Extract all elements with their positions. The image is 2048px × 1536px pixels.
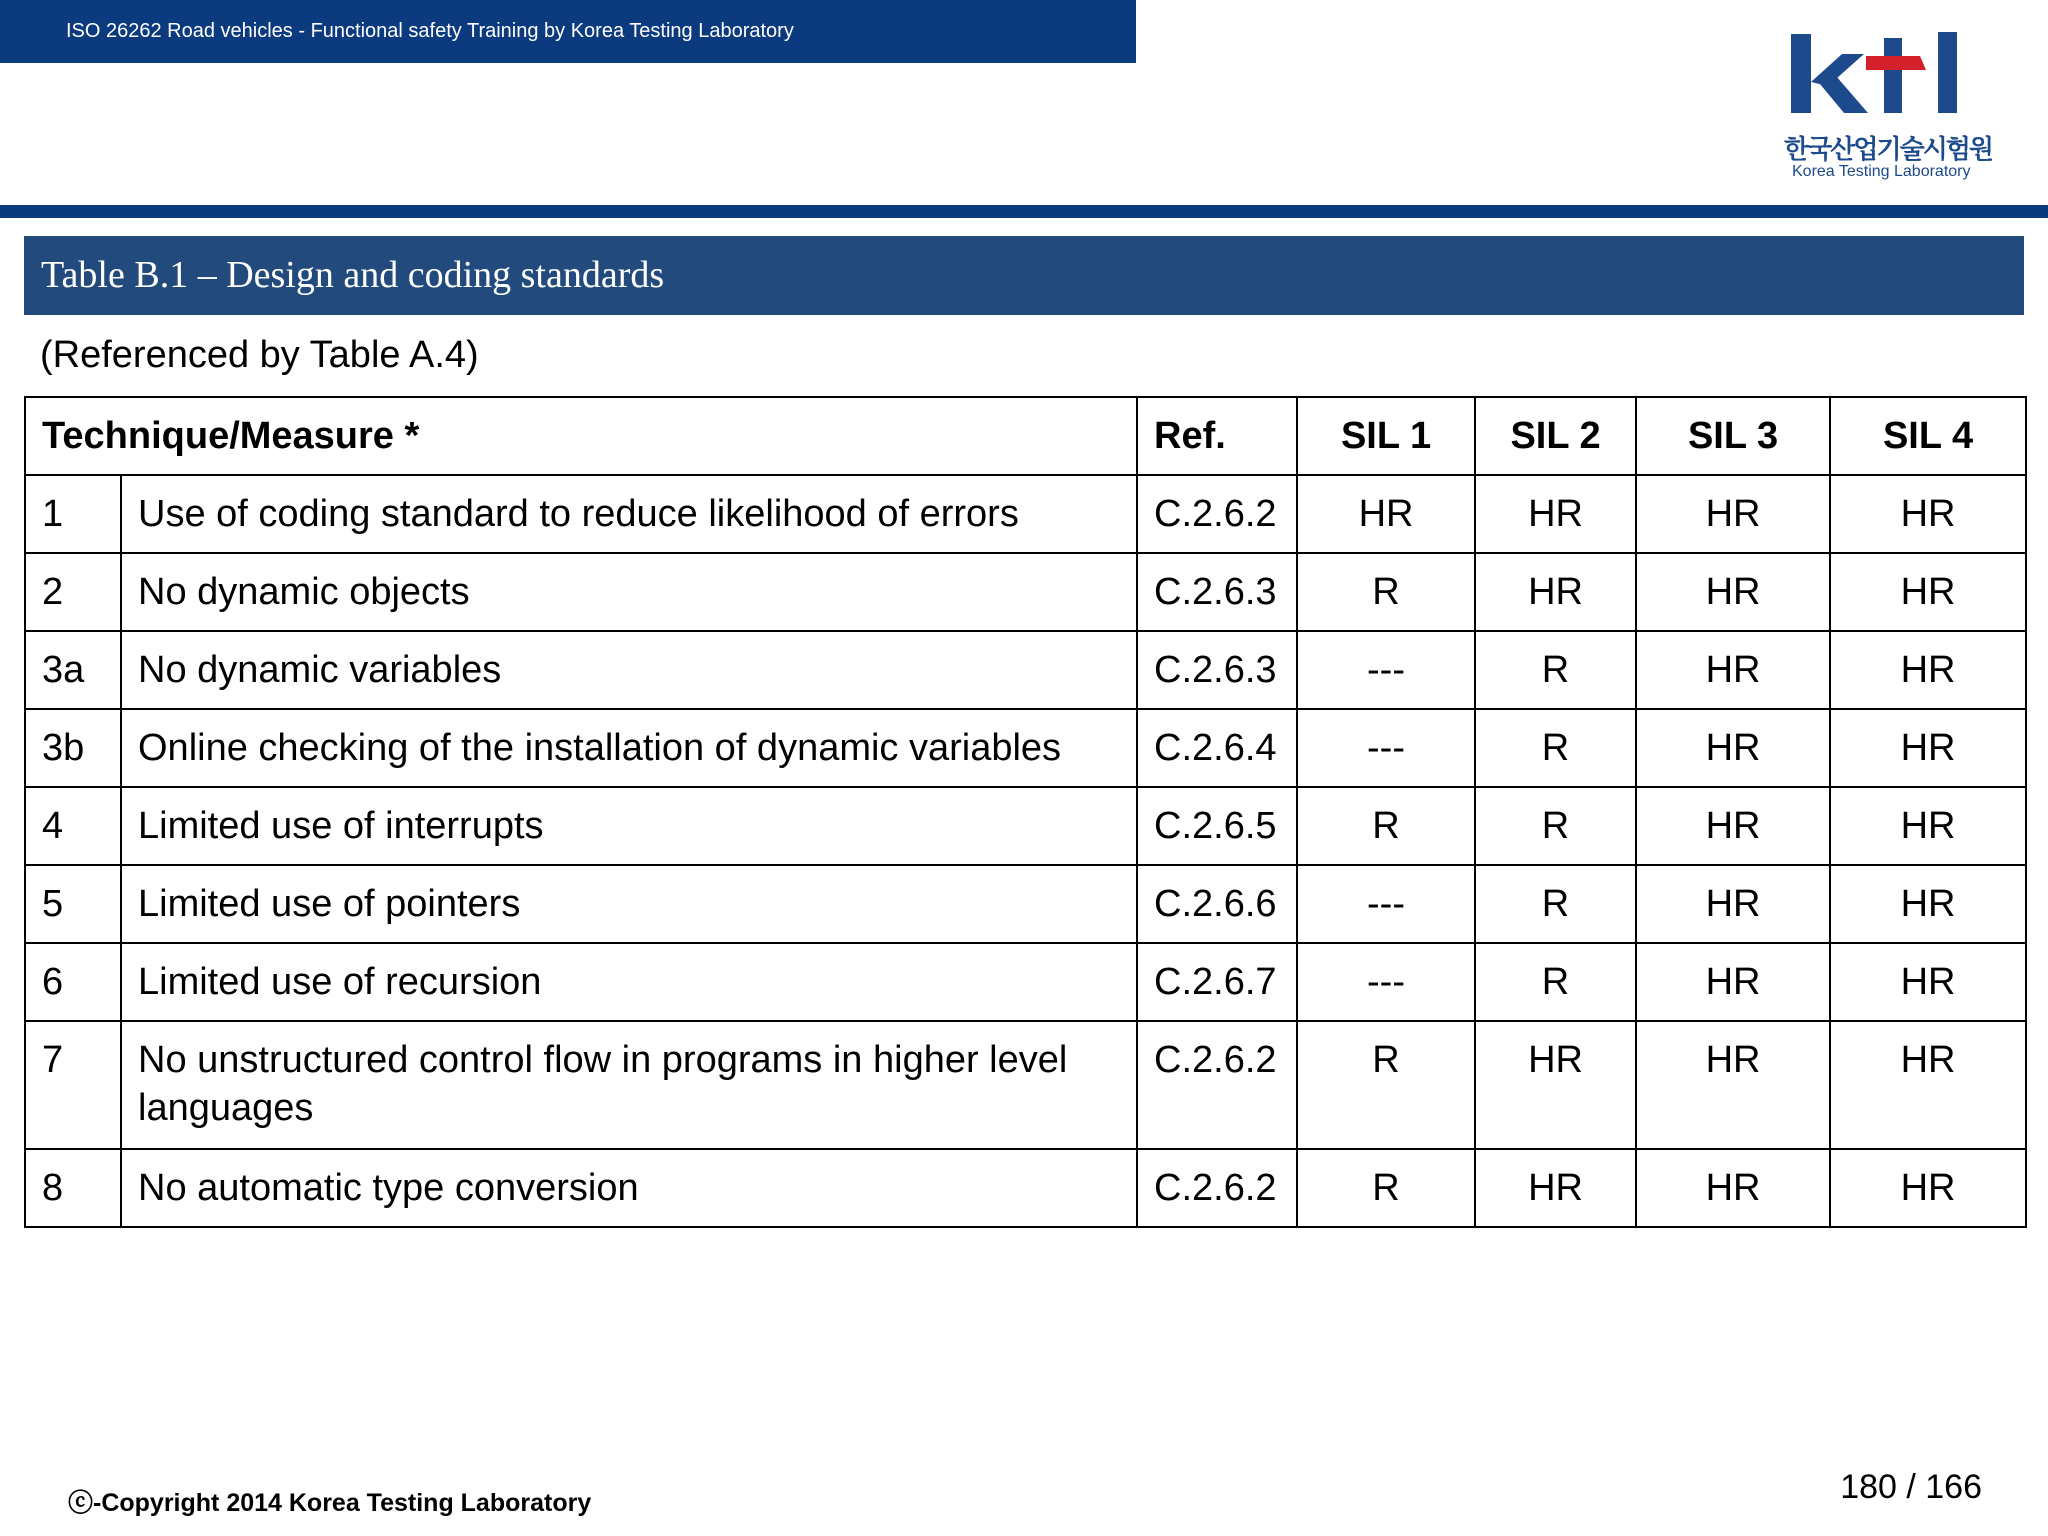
row-number: 3a — [25, 631, 121, 709]
row-sil4: HR — [1830, 475, 2026, 553]
row-sil1: --- — [1297, 631, 1475, 709]
table-row — [25, 709, 2026, 787]
table-row — [25, 475, 2026, 553]
row-sil2: HR — [1475, 1149, 1636, 1227]
table-row — [25, 865, 2026, 943]
table-row — [25, 553, 2026, 631]
row-sil4: HR — [1830, 1149, 2026, 1227]
row-sil3: HR — [1636, 475, 1830, 553]
row-sil2: R — [1475, 943, 1636, 1021]
header-sil1: SIL 1 — [1297, 397, 1475, 475]
row-number: 1 — [25, 475, 121, 553]
row-sil4: HR — [1830, 943, 2026, 1021]
row-sil1: R — [1297, 1021, 1475, 1149]
ktl-logo-letters — [1780, 26, 1980, 126]
table-row — [25, 943, 2026, 1021]
row-sil3: HR — [1636, 631, 1830, 709]
row-sil1: --- — [1297, 865, 1475, 943]
row-sil2: HR — [1475, 553, 1636, 631]
row-ref: C.2.6.2 — [1137, 475, 1297, 553]
table-row — [25, 1021, 2026, 1149]
row-technique: No dynamic variables — [121, 631, 1137, 709]
row-sil4: HR — [1830, 709, 2026, 787]
header-technique: Technique/Measure * — [25, 397, 1137, 475]
row-technique: Limited use of recursion — [121, 943, 1137, 1021]
row-sil3: HR — [1636, 1149, 1830, 1227]
row-number: 7 — [25, 1021, 121, 1149]
row-sil2: R — [1475, 787, 1636, 865]
row-ref: C.2.6.7 — [1137, 943, 1297, 1021]
row-technique: Online checking of the installation of dynamic variables — [121, 709, 1137, 787]
row-number: 2 — [25, 553, 121, 631]
row-technique: No unstructured control flow in programs in higher level languages — [121, 1021, 1137, 1149]
row-sil1: R — [1297, 553, 1475, 631]
row-sil1: HR — [1297, 475, 1475, 553]
row-sil3: HR — [1636, 787, 1830, 865]
row-sil2: HR — [1475, 1021, 1636, 1149]
header-sil2: SIL 2 — [1475, 397, 1636, 475]
row-sil3: HR — [1636, 709, 1830, 787]
header-banner — [0, 0, 1136, 63]
row-sil1: --- — [1297, 709, 1475, 787]
ktl-logo — [1780, 26, 1993, 186]
header-ref: Ref. — [1137, 397, 1297, 475]
table-header-row — [25, 397, 2026, 475]
table-row — [25, 1149, 2026, 1227]
page-number: 180 / 166 — [1840, 1468, 1982, 1506]
row-sil2: R — [1475, 709, 1636, 787]
row-ref: C.2.6.2 — [1137, 1021, 1297, 1149]
row-sil3: HR — [1636, 943, 1830, 1021]
row-sil2: R — [1475, 865, 1636, 943]
logo-korean-name: 한국산업기술시험원 — [1784, 135, 1993, 165]
row-sil1: --- — [1297, 943, 1475, 1021]
banner-text: ISO 26262 Road vehicles - Functional safety Training by Korea Testing Laboratory — [66, 20, 794, 42]
slide-subtitle: (Referenced by Table A.4) — [40, 334, 479, 376]
row-number: 8 — [25, 1149, 121, 1227]
row-number: 4 — [25, 787, 121, 865]
row-sil3: HR — [1636, 865, 1830, 943]
row-sil4: HR — [1830, 865, 2026, 943]
slide-title-bar — [24, 236, 2024, 315]
row-ref: C.2.6.6 — [1137, 865, 1297, 943]
row-technique: No automatic type conversion — [121, 1149, 1137, 1227]
row-number: 5 — [25, 865, 121, 943]
row-technique: Limited use of interrupts — [121, 787, 1137, 865]
row-sil4: HR — [1830, 553, 2026, 631]
row-ref: C.2.6.3 — [1137, 553, 1297, 631]
row-sil3: HR — [1636, 1021, 1830, 1149]
row-sil2: R — [1475, 631, 1636, 709]
row-ref: C.2.6.4 — [1137, 709, 1297, 787]
row-technique: Use of coding standard to reduce likelihood of errors — [121, 475, 1137, 553]
techniques-table — [24, 396, 2027, 1228]
slide-title: Table B.1 – Design and coding standards — [41, 254, 665, 296]
row-sil1: R — [1297, 787, 1475, 865]
logo-english-name: Korea Testing Laboratory — [1792, 163, 1971, 180]
row-sil3: HR — [1636, 553, 1830, 631]
row-sil4: HR — [1830, 787, 2026, 865]
row-number: 3b — [25, 709, 121, 787]
header-divider — [0, 205, 2048, 218]
table-row — [25, 787, 2026, 865]
row-ref: C.2.6.5 — [1137, 787, 1297, 865]
row-sil2: HR — [1475, 475, 1636, 553]
row-technique: Limited use of pointers — [121, 865, 1137, 943]
header-sil3: SIL 3 — [1636, 397, 1830, 475]
row-sil4: HR — [1830, 1021, 2026, 1149]
row-number: 6 — [25, 943, 121, 1021]
table-row — [25, 631, 2026, 709]
row-ref: C.2.6.3 — [1137, 631, 1297, 709]
footer-copyright: ⓒ-Copyright 2014 Korea Testing Laboratory — [68, 1489, 592, 1517]
row-technique: No dynamic objects — [121, 553, 1137, 631]
row-ref: C.2.6.2 — [1137, 1149, 1297, 1227]
row-sil1: R — [1297, 1149, 1475, 1227]
row-sil4: HR — [1830, 631, 2026, 709]
header-sil4: SIL 4 — [1830, 397, 2026, 475]
